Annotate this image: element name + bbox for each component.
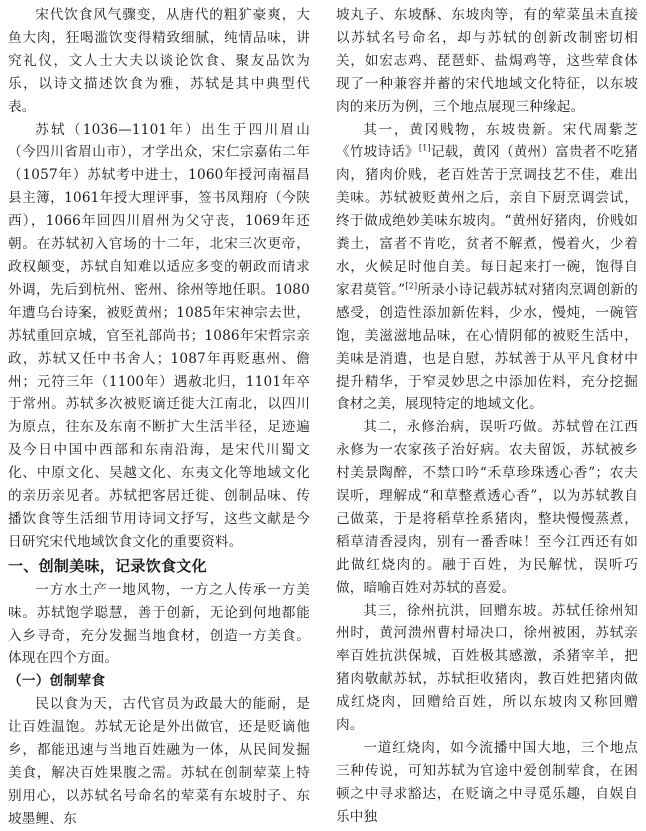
xuzhou-paragraph: 其三，徐州抗洪，回赠东坡。苏轼任徐州知州时，黄河溃州曹村埽决口，徐州被困，苏轼亲率百姓抗洪保城，百姓极其感激，杀猪宰羊，把猪肉敬献苏轼，苏轼拒收猪肉，教百姓把猪肉做成红烧肉，回赠给百姓，所以东坡肉又称回赠肉。 (336, 602, 638, 734)
section-heading: 一、创制美味，记录饮食文化 (8, 556, 207, 575)
subsection-heading: （一）创制荤食 (8, 673, 106, 690)
yongxiu-paragraph: 其二，永修治病，误听巧做。苏轼曾在江西永修为一农家孩子治好病。农夫留饭，苏轼被乡村美景陶醉，不禁口吟“禾草珍珠透心香”；农夫误听，理解成“和草整煮透心香”，以为苏轼教自己做菜，于是将稻草拴系猪肉，整块慢慢蒸煮，稻草清香浸肉，别有一番香味！至今江西还有如此做红烧肉的。融于百姓，为民解忧，误听巧做，暗喻百姓对苏轼的喜爱。 (336, 419, 638, 596)
meat-dishes-paragraph: 民以食为天，古代官员为政最大的能耐，是让百姓温饱。苏轼无论是外出做官，还是贬谪他乡，都能迅速与当地百姓融为一体，从民间发掘美食，解决百姓果腹之需。苏轼在创制荤菜上特别用心，以苏轼名号命名的荤菜有东坡肘子、东坡墨鲤、东 (8, 696, 310, 827)
huanggang-text-2: 记载，黄冈（黄州）富贵者不吃猪肉，猪肉价贱，老百姓苦于烹调技艺不佳，难出美味。苏轼被贬黄州之后，亲自下厨烹调尝试，终于做成绝妙美味东坡肉。“黄州好猪肉，价贱如粪土，富者不肯吃，贫者不解煮，慢着火，少着水，火候足时他自美。每日起来打一碗，饱得自家君莫管。” (336, 144, 638, 298)
left-column (8, 4, 310, 831)
huanggang-text-1: 其一，黄冈贱物，东坡贵新。宋代周紫芝《竹坡诗话》 (336, 121, 638, 161)
dongpo-dishes-paragraph: 坡丸子、东坡酥、东坡肉等，有的荤菜虽未直接以苏轼名号命名，却与苏轼的创新改制密切相关，如宏志鸡、琵琶虾、盐焗鸡等，这些荤食体现了一种兼容并蓄的宋代地域文化特征，以东坡肉的来历为例，三个地点展现三种缘起。 (336, 7, 638, 115)
intro-paragraph: 宋代饮食风气骤变，从唐代的粗犷豪爽，大鱼大肉，狂喝滥饮变得精致细腻，纯情品味，讲究礼仪，文人士大夫以谈论饮食、聚友品饮为乐，以诗文描述饮食为雅，苏轼是其中典型代表。 (8, 7, 310, 115)
section-intro-paragraph: 一方水土产一地风物，一方之人传承一方美味。苏轼饱学聪慧，善于创新，无论到何地都能入乡寻奇，充分发掘当地食材，创造一方美食。体现在四个方面。 (8, 581, 310, 667)
conclusion-paragraph: 一道红烧肉，如今流播中国大地，三个地点三种传说，可知苏轼为官途中爱创制荤食，在困顿之中寻求豁达，在贬谪之中寻觅乐趣，自娱自乐中独 (336, 740, 638, 825)
biography-paragraph: 苏轼（1036—1101年）出生于四川眉山（今四川省眉山市），才学出众，宋仁宗嘉佑二年（1057年）苏轼考中进士，1060年授河南福昌县主簿，1061年授大理评事，签书凤翔府（今陕西），1066年回四川眉州为父守丧，1069年还朝。在苏轼初入官场的十二年，北宋三次更帝，政权颠变，苏轼自知难以适应多变的朝政而请求外调，先后到杭州、密州、徐州等地任职。1080年遭乌台诗案，被贬黄州；1085年宋神宗去世，苏轼重回京城，官至礼部尚书；1086年宋哲宗亲政，苏轼又任中书舍人；1087年再贬惠州、儋州；元符三年（1100年）遇赦北归，1101年卒于常州。苏轼多次被贬谪迁徙大江南北，以四川为原点，往东及东南不断扩大生活半径，足迹遍及今日中国中西部和东南沿海，是宋代川蜀文化、中原文化、吴越文化、东夷文化等地域文化的亲历亲见者。苏轼把客居迁徙、创制品味、传播饮食等生活细节用诗词文抒写，这些文献是今日研究宋代地域饮食文化的重要资料。 (8, 121, 310, 550)
right-column (336, 4, 638, 829)
huanggang-text-3: 所录小诗记载苏轼对猪肉烹调创新的感受，创造性添加新佐料，少水，慢炖，一碗管饱，美滋滋地品味，在心情阴郁的被贬生活中，美味是消遣，也是自慰，苏轼善于从平凡食材中提升精华，于窄灵妙思之中添加佐料，充分挖掘食材之美，展现特定的地域文化。 (336, 281, 638, 413)
huanggang-paragraph (336, 119, 638, 417)
citation-1: [1] (418, 143, 431, 153)
citation-2: [2] (405, 281, 418, 291)
